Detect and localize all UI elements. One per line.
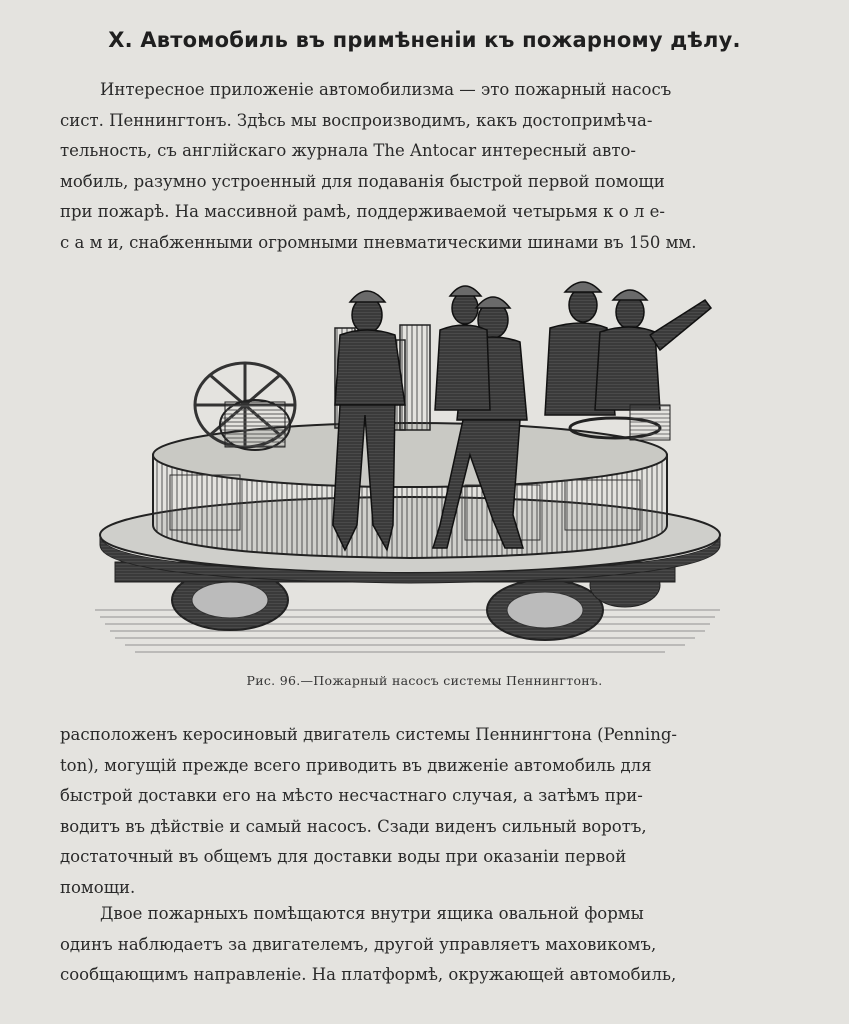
text-line: ton), могущій прежде всего приводить въ движеніе автомобиль для <box>60 755 652 775</box>
section-heading: X. Автомобиль въ примѣненіи къ пожарному дѣлу. <box>108 28 741 52</box>
text-line: мобиль, разумно устроенный для подаванія быстрой первой помощи <box>60 171 665 191</box>
text-line: сообщающимъ направленіе. На платформѣ, окружающей автомобиль, <box>60 965 677 984</box>
paragraph-firemen <box>60 899 775 991</box>
fire-pump-engraving <box>95 280 725 660</box>
text-line: одинъ наблюдаетъ за двигателемъ, другой управляетъ маховикомъ, <box>60 934 657 954</box>
text-line: тельность, съ англійскаго журнала The Antocar интересный авто- <box>60 141 636 160</box>
text-line: Интересное приложеніе автомобилизма — это пожарный насосъ <box>100 80 672 99</box>
helmets <box>350 282 647 308</box>
text-line: Двое пожарныхъ помѣщаются внутри ящика овальной формы <box>100 904 644 923</box>
text-line: с а м и, снабженными огромными пневматическими шинами въ 150 мм. <box>60 232 697 252</box>
text-line: помощи. <box>60 877 136 897</box>
text-line: достаточный въ общемъ для доставки воды при оказаніи первой <box>60 847 627 866</box>
paragraph-engine <box>60 720 775 903</box>
figure-caption: Рис. 96.—Пожарный насосъ системы Пеннингтонъ. <box>246 673 603 688</box>
text-line: быстрой доставки его на мѣсто несчастнаго случая, а затѣмъ при- <box>60 786 643 805</box>
text-line: расположенъ керосиновый двигатель системы Пеннингтона (Penning- <box>60 725 677 744</box>
text-line: при пожарѣ. На массивной рамѣ, поддерживаемой четырьмя к о л е- <box>60 202 665 221</box>
paragraph-intro <box>60 75 775 258</box>
text-line: водитъ въ дѣйствіе и самый насосъ. Сзади виденъ сильный воротъ, <box>60 816 647 836</box>
text-line: сист. Пеннингтонъ. Здѣсь мы воспроизводимъ, какъ достопримѣча- <box>60 110 653 130</box>
